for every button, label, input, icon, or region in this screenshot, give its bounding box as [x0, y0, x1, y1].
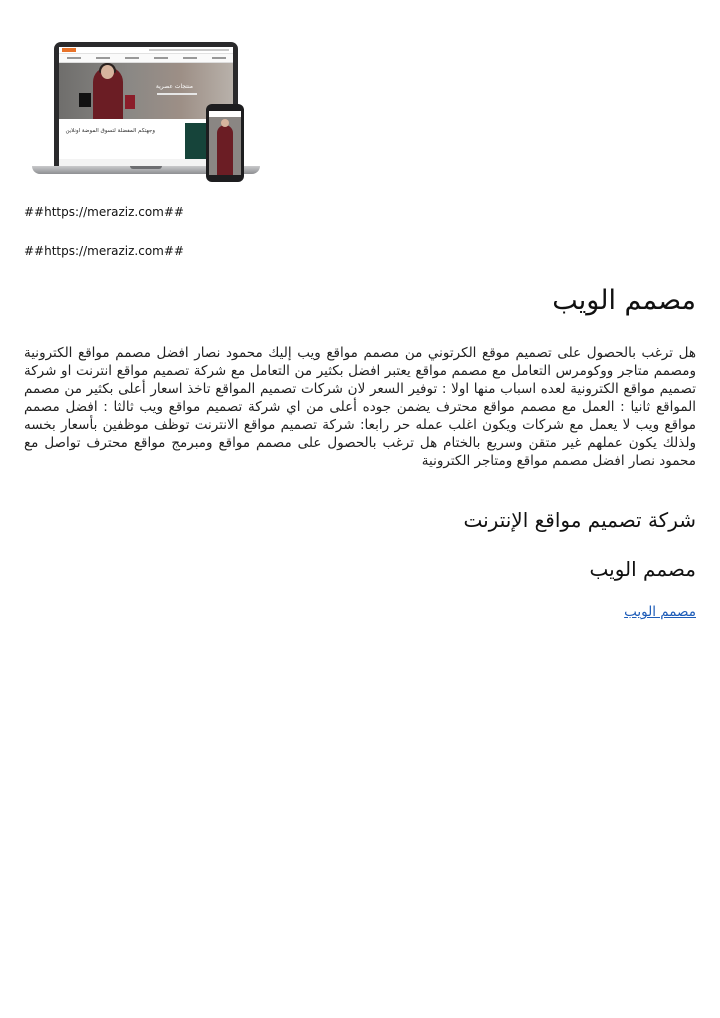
url-text: ##https://meraziz.com## — [24, 244, 184, 258]
hero-title: منتجات عصرية — [155, 83, 193, 90]
topbar-links — [149, 49, 229, 51]
phone-screen — [209, 111, 241, 175]
lower-text: وجهتكم المفضلة لتسوق الموضة اونلاين — [65, 128, 155, 134]
web-designer-link[interactable]: مصمم الويب — [624, 604, 696, 620]
device-mockup-image — [32, 40, 264, 186]
site-nav — [59, 54, 233, 63]
phone-frame — [206, 104, 244, 182]
page-title: مصمم الويب — [552, 285, 696, 316]
article-paragraph: هل ترغب بالحصول على تصميم موقع الكرتوني من مصمم مواقع ويب إليك محمود نصار افضل مصمم مواقع الكترونية ومصمم متاجر ووكومرس التعامل مع مصمم مواقع يعتبر افضل بكثير من التعامل مع شركة تصميم مواقع انترنت او شركة تصميم مواقع الكترونية لعده اسباب منها اولا : توفير السعر لان شركات تصميم المواقع تاخذ اسعار أعلى بكثير من مصمم المواقع ثانيا : العمل مع مصمم مواقع محترف يضمن جوده أعلى من اي شركة تصميم مواقع ويب ثالثا : افضل مصمم مواقع ويب لا يعمل مع شركات ويكون اغلب عمله حر رابعا: شركة تصميم مواقع الانترنت توظف موظفين بأسعار بخسه ولذلك يكون عملهم غير متقن وسريع بالختام هل ترغب بالحصول على مصمم مواقع ومبرمج مواقع محترف تواصل مع محمود نصار افضل مصمم مواقع ومتاجر الكترونية — [24, 345, 696, 469]
site-logo — [62, 48, 76, 52]
url-text: ##https://meraziz.com## — [24, 205, 184, 219]
section-heading: شركة تصميم مواقع الإنترنت — [463, 508, 696, 532]
site-topbar — [59, 47, 233, 54]
subsection-heading: مصمم الويب — [589, 557, 696, 581]
